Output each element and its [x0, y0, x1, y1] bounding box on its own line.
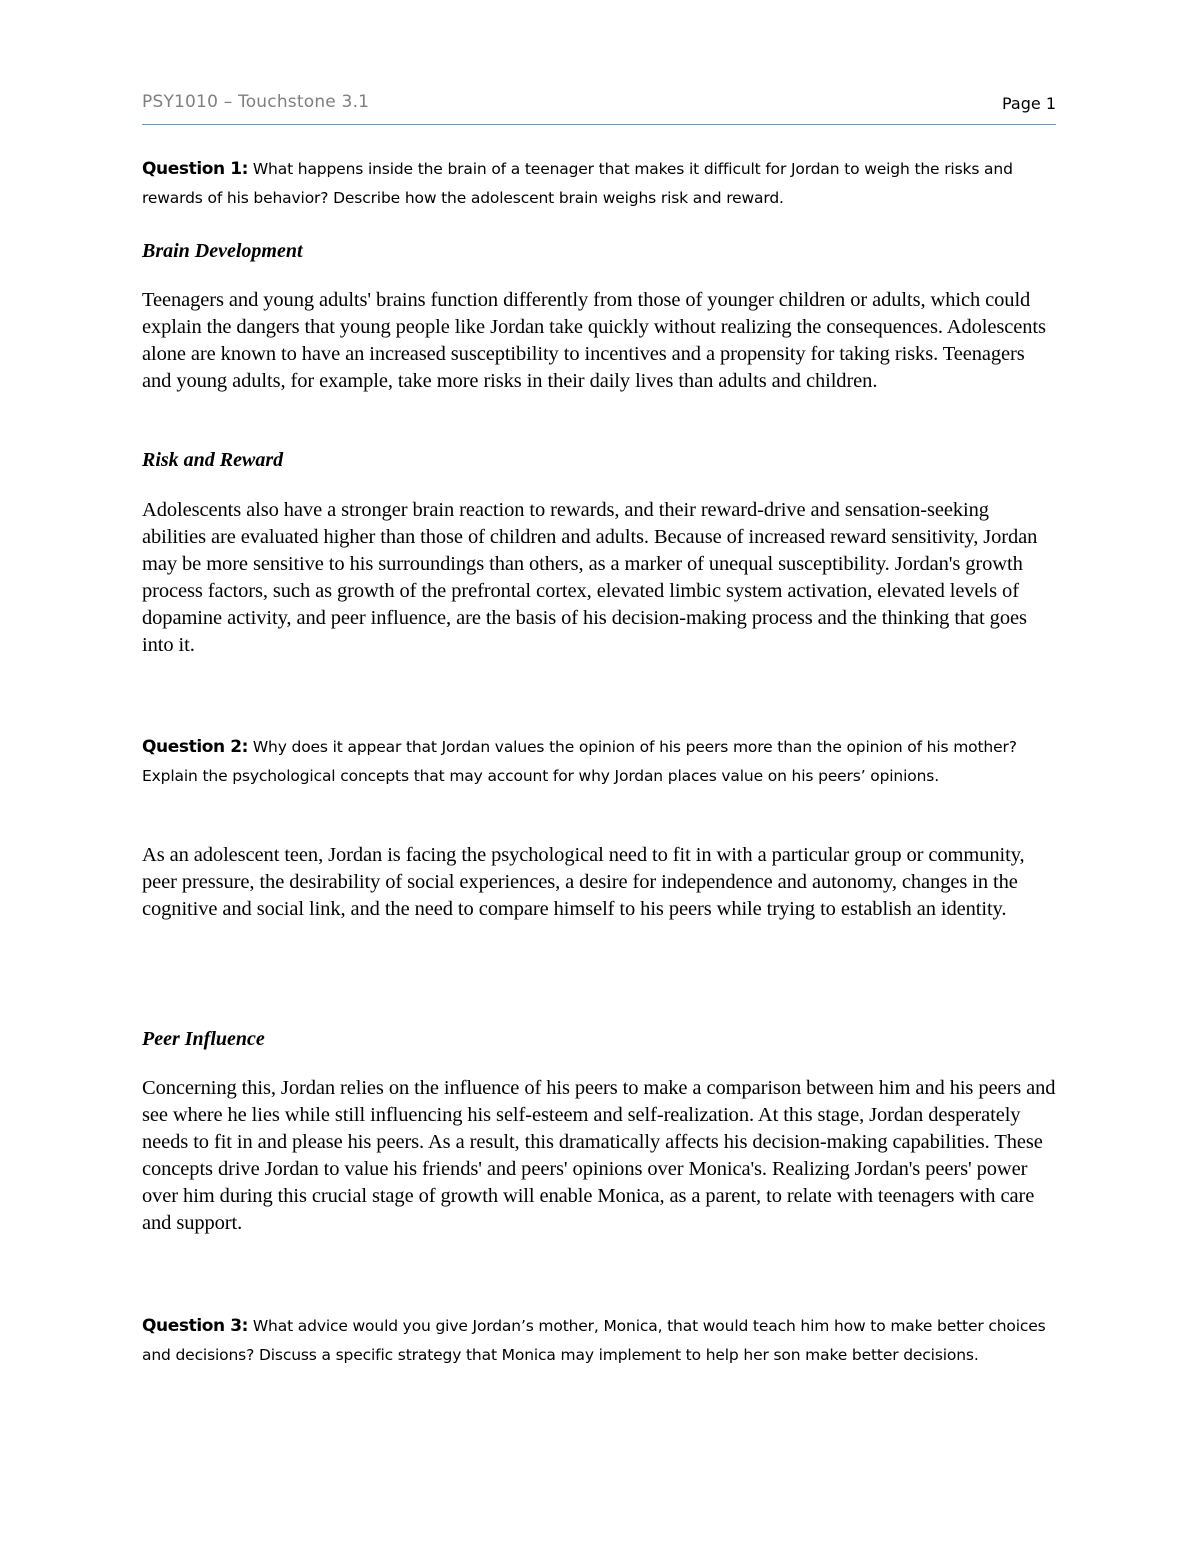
header-title: PSY1010 – Touchstone 3.1 — [142, 92, 370, 112]
page-header — [142, 90, 1056, 125]
question-2-text: Why does it appear that Jordan values the opinion of his peers more than the opinion of his mother? Explain the psychological concepts that may account for why Jordan places value on his peers’ opinions. — [142, 738, 1017, 785]
paragraph-brain-development: Teenagers and young adults' brains function differently from those of younger children or adults, which could explain the dangers that young people like Jordan take quickly without realizing the consequences. Adolescents alone are known to have an increased susceptibility to incentives and a propensity for taking risks. Teenagers and young adults, for example, take more risks in their daily lives than adults and children. — [142, 289, 1046, 392]
page-number: Page 1 — [1002, 94, 1056, 113]
question-1 — [142, 155, 1056, 212]
heading-peer-influence: Peer Influence — [142, 1028, 265, 1050]
question-3-text: What advice would you give Jordan’s mother, Monica, that would teach him how to make better choices and decisions? Discuss a specific strategy that Monica may implement to help her son make better decisions. — [142, 1317, 1046, 1364]
question-2-label: Question 2: — [142, 737, 249, 757]
paragraph-risk-and-reward: Adolescents also have a stronger brain reaction to rewards, and their reward-drive and sensation-seeking abilities are evaluated higher than those of children and adults. Because of increased reward sensitivity, Jordan may be more sensitive to his surroundings than others, as a marker of unequal susceptibility. Jordan's growth process factors, such as growth of the prefrontal cortex, elevated limbic system activation, elevated levels of dopamine activity, and peer influence, are the basis of his decision-making process and the thinking that goes into it. — [142, 499, 1038, 656]
paragraph-answer-2: As an adolescent teen, Jordan is facing the psychological need to fit in with a particular group or community, peer pressure, the desirability of social experiences, a desire for independence and autonomy, changes in the cognitive and social link, and the need to compare himself to his peers while trying to establish an identity. — [142, 844, 1025, 920]
question-3-label: Question 3: — [142, 1316, 249, 1336]
question-1-label: Question 1: — [142, 159, 249, 179]
question-3 — [142, 1312, 1056, 1369]
paragraph-peer-influence: Concerning this, Jordan relies on the influence of his peers to make a comparison between him and his peers and see where he lies while still influencing his self-esteem and self-realization. At this stage, Jordan desperately needs to fit in and please his peers. As a result, this dramatically affects his decision-making capabilities. These concepts drive Jordan to value his friends' and peers' opinions over Monica's. Realizing Jordan's peers' power over him during this crucial stage of growth will enable Monica, as a parent, to relate with teenagers with care and support. — [142, 1077, 1056, 1234]
question-2 — [142, 733, 1056, 790]
question-1-text: What happens inside the brain of a teenager that makes it difficult for Jordan to weigh the risks and rewards of his behavior? Describe how the adolescent brain weighs risk and reward. — [142, 160, 1013, 207]
heading-brain-development: Brain Development — [142, 240, 303, 262]
heading-risk-and-reward: Risk and Reward — [142, 449, 284, 471]
